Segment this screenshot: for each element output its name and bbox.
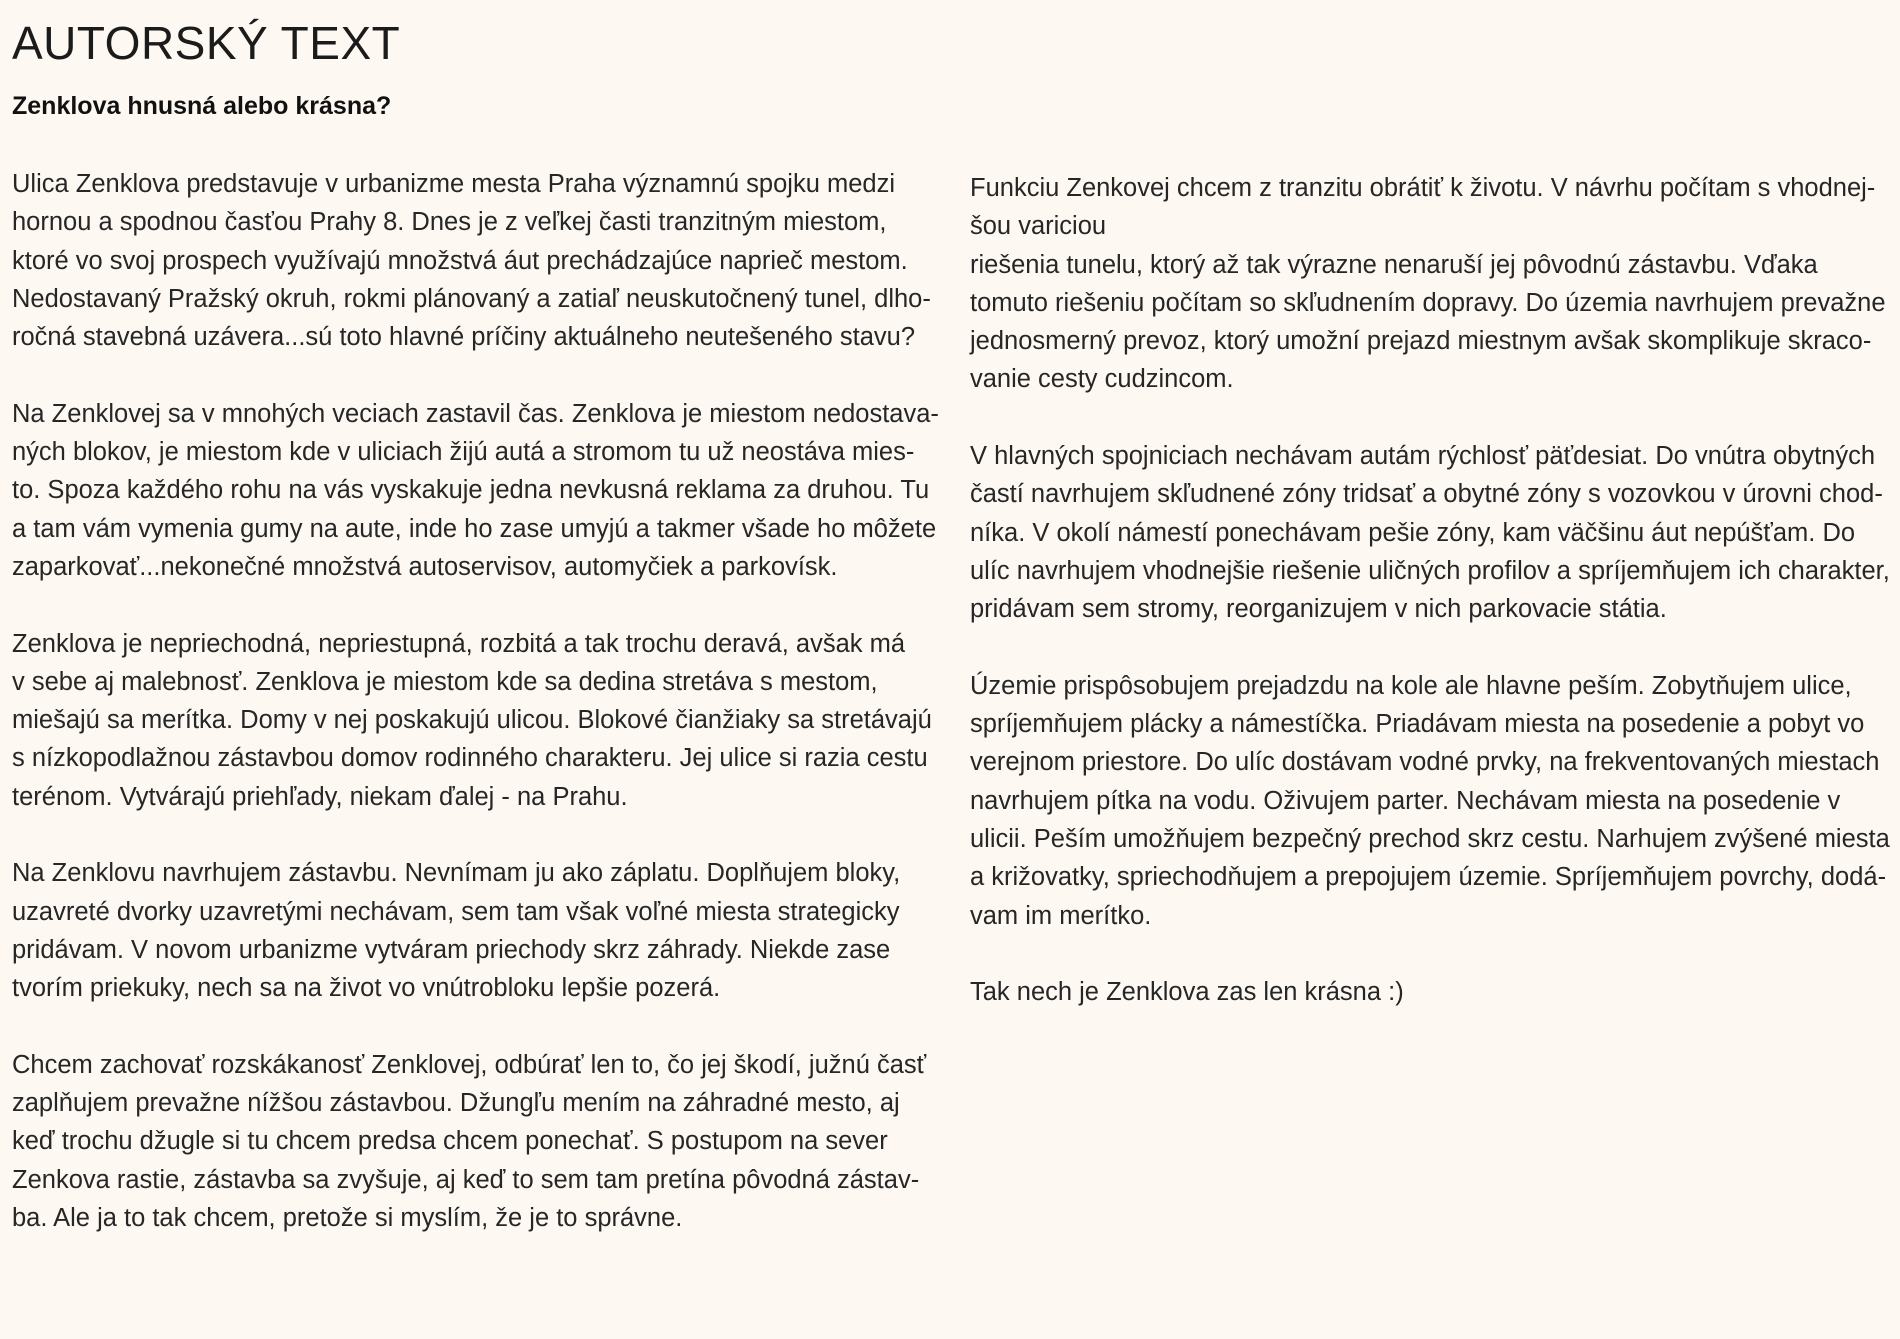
- text-line: pridávam sem stromy, reorganizujem v nich parkovacie státia.: [970, 595, 1667, 624]
- text-line: miešajú sa merítka. Domy v nej poskakujú ulicou. Blokové čianžiaky sa stretávajú: [12, 706, 932, 735]
- text-line: V hlavných spojniciach nechávam autám rýchlosť päťdesiat. Do vnútra obytných: [970, 442, 1876, 471]
- text-line: Tak nech je Zenklova zas len krásna :): [970, 978, 1404, 1007]
- text-line: Zenkova rastie, zástavba sa zvyšuje, aj keď to sem tam pretína pôvodná zástav-: [12, 1165, 920, 1194]
- text-line: navrhujem pítka na vodu. Oživujem parter. Nechávam miesta na posedenie v: [970, 786, 1841, 815]
- paragraph: [12, 1046, 952, 1237]
- paragraph: [970, 169, 1890, 399]
- text-line: zaplňujem prevažne nížšou zástavbou. Džungľu mením na záhradné mesto, aj: [12, 1089, 900, 1118]
- paragraph: [12, 395, 952, 586]
- text-line: ulicii. Peším umožňujem bezpečný prechod skrz cestu. Narhujem zvýšené miesta: [970, 825, 1890, 854]
- text-line: terénom. Vytvárajú priehľady, niekam ďalej - na Prahu.: [12, 782, 628, 811]
- text-line: častí navrhujem skľudnené zóny tridsať a obytné zóny s vozovkou v úrovni chod-: [970, 480, 1883, 509]
- text-line: vam im merítko.: [970, 901, 1152, 930]
- text-line: Na Zenklovu navrhujem zástavbu. Nevnímam ju ako záplatu. Doplňujem bloky,: [12, 859, 901, 888]
- paragraph: [970, 973, 1890, 1011]
- text-line: Zenklova je nepriechodná, nepriestupná, rozbitá a tak trochu deravá, avšak má: [12, 629, 906, 658]
- right-text-column: [970, 169, 1890, 1050]
- text-line: verejnom priestore. Do ulíc dostávam vodné prvky, na frekventovaných miestach: [970, 748, 1880, 777]
- text-line: keď trochu džugle si tu chcem predsa chcem ponechať. S postupom na sever: [12, 1127, 888, 1156]
- text-line: to. Spoza každého rohu na vás vyskakuje jedna nevkusná reklama za druhou. Tu: [12, 476, 930, 505]
- text-line: Chcem zachovať rozskákanosť Zenklovej, odbúrať len to, čo jej škodí, južnú časť: [12, 1050, 927, 1079]
- text-line: Územie prispôsobujem prejadzdu na kole ale hlavne peším. Zobytňujem ulice,: [970, 671, 1852, 700]
- page-title: AUTORSKÝ TEXT: [12, 17, 401, 69]
- text-line: ných blokov, je miestom kde v uliciach žijú autá a stromom tu už neostáva mies-: [12, 438, 915, 467]
- text-line: v sebe aj malebnosť. Zenklova je miestom kde sa dedina stretáva s mestom,: [12, 667, 878, 696]
- text-line: s nízkopodlažnou zástavbou domov rodinného charakteru. Jej ulice si razia cestu: [12, 744, 928, 773]
- text-line: zaparkovať...nekonečné množstvá autoservisov, automyčiek a parkovísk.: [12, 552, 838, 581]
- text-line: ktoré vo svoj prospech využívajú množstvá áut prechádzajúce naprieč mestom.: [12, 246, 908, 275]
- text-line: Na Zenklovej sa v mnohých veciach zastavil čas. Zenklova je miestom nedostava-: [12, 399, 939, 428]
- paragraph: [970, 667, 1890, 935]
- text-line: Nedostavaný Pražský okruh, rokmi plánovaný a zatiaľ neuskutočnený tunel, dlho-: [12, 284, 931, 313]
- page-subtitle: Zenklova hnusná alebo krásna?: [12, 92, 392, 120]
- text-line: Funkciu Zenkovej chcem z tranzitu obrátiť k životu. V návrhu počítam s vhodnej-: [970, 174, 1876, 202]
- text-line: a križovatky, spriechodňujem a prepojujem územie. Spríjemňujem povrchy, dodá-: [970, 863, 1887, 892]
- text-line: spríjemňujem plácky a námestíčka. Priadávam miesta na posedenie a pobyt vo: [970, 710, 1865, 739]
- text-line: ulíc navrhujem vhodnejšie riešenie uličných profilov a spríjemňujem ich charakter,: [970, 556, 1890, 585]
- text-line: tomuto riešeniu počítam so skľudnením dopravy. Do územia navrhujem prevažne: [970, 288, 1886, 317]
- text-line: a tam vám vymenia gumy na aute, inde ho zase umyjú a takmer všade ho môžete: [12, 514, 937, 543]
- text-line: hornou a spodnou časťou Prahy 8. Dnes je z veľkej časti tranzitným miestom,: [12, 208, 887, 237]
- text-line: tvorím priekuky, nech sa na život vo vnútrobloku lepšie pozerá.: [12, 974, 721, 1003]
- left-text-column: [12, 165, 952, 1276]
- text-line: uzavreté dvorky uzavretými nechávam, sem tam však voľné miesta strategicky: [12, 897, 900, 926]
- text-line: níka. V okolí námestí ponechávam pešie zóny, kam väčšinu áut nepúšťam. Do: [970, 518, 1856, 547]
- text-line: Ulica Zenklova predstavuje v urbanizme mesta Praha významnú spojku medzi: [12, 170, 895, 198]
- text-line: jednosmerný prevoz, ktorý umožní prejazd miestnym avšak skomplikuje skraco-: [970, 327, 1872, 356]
- paragraph: [12, 854, 952, 1007]
- text-line: riešenia tunelu, ktorý až tak výrazne nenaruší jej pôvodnú zástavbu. Vďaka: [970, 250, 1818, 279]
- paragraph: [970, 437, 1890, 628]
- text-line: ročná stavebná uzávera...sú toto hlavné príčiny aktuálneho neutešeného stavu?: [12, 323, 916, 352]
- text-line: ba. Ale ja to tak chcem, pretože si myslím, že je to správne.: [12, 1204, 683, 1233]
- paragraph: [12, 165, 952, 356]
- text-line: vanie cesty cudzincom.: [970, 365, 1234, 394]
- text-line: pridávam. V novom urbanizme vytváram priechody skrz záhrady. Niekde zase: [12, 935, 891, 964]
- paragraph: [12, 625, 952, 816]
- text-line: šou variciou: [970, 212, 1107, 241]
